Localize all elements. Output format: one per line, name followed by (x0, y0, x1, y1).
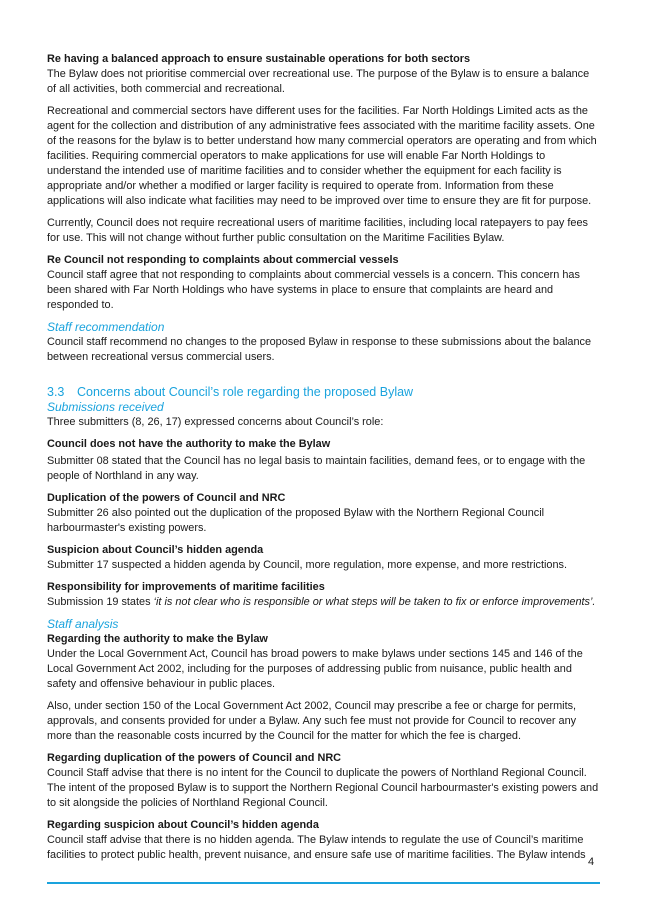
staff-recommendation-heading: Staff recommendation (47, 320, 165, 334)
paragraph: Submitter 08 stated that the Council has no legal basis to maintain facilities, demand fees, or to engage with the people of Northland in any way. (47, 455, 586, 482)
heading-complaints: Re Council not responding to complaints about commercial vessels (47, 254, 399, 266)
paragraph: The Bylaw does not prioritise commercial over recreational use. The purpose of the Bylaw is to ensure a balance of all activities, both commercial and recreational. (47, 68, 590, 95)
paragraph: Under the Local Government Act, Council has broad powers to make bylaws under sections 145 and 146 of the Local Government Act 2002, including for the purposes of addressing public from nuisance, public health and safety and offensive behaviour in public places. (47, 648, 583, 690)
page-number: 4 (588, 856, 595, 868)
paragraph: Currently, Council does not require recreational users of maritime facilities, including local ratepayers to pay fees for use. This will not change without further public consultation on the Maritime Facilities Bylaw. (47, 217, 588, 244)
paragraph: Submitter 26 also pointed out the duplication of the proposed Bylaw with the Northern Regional Council harbourmaster's existing powers. (47, 507, 545, 534)
section-number: 3.3 (47, 385, 65, 399)
submission-quote: ‘it is not clear who is responsible or what steps will be taken to fix or enforce improvements’. (153, 596, 596, 608)
heading-hidden-agenda: Suspicion about Council’s hidden agenda (47, 544, 264, 556)
paragraph: Council staff recommend no changes to the proposed Bylaw in response to these submissions about the balance between recreational versus commercial users. (47, 336, 592, 363)
heading-balanced-approach: Re having a balanced approach to ensure sustainable operations for both sectors (47, 53, 471, 65)
submission-text: Submission 19 states (47, 596, 154, 608)
staff-analysis-heading: Staff analysis (47, 617, 119, 631)
heading-regarding-authority: Regarding the authority to make the Bylaw (47, 633, 268, 645)
footer-rule (47, 882, 600, 884)
section-heading (47, 385, 600, 400)
paragraph: Council staff advise that there is no hidden agenda. The Bylaw intends to regulate the use of Council’s maritime facilities to protect public health, prevent nuisance, and ensure safe use of maritime facilities. The Bylaw intends (47, 834, 586, 861)
heading-authority: Council does not have the authority to make the Bylaw (47, 438, 331, 450)
heading-responsibility: Responsibility for improvements of maritime facilities (47, 581, 325, 593)
section-title: Concerns about Council’s role regarding the proposed Bylaw (77, 385, 414, 399)
submissions-received-heading: Submissions received (47, 400, 164, 414)
paragraph: Three submitters (8, 26, 17) expressed concerns about Council’s role: (47, 416, 384, 428)
paragraph (47, 595, 600, 610)
paragraph: Council staff agree that not responding to complaints about commercial vessels is a concern. This concern has been shared with Far North Holdings who have systems in place to ensure that complaints are heard and responded to. (47, 269, 580, 311)
paragraph: Council Staff advise that there is no intent for the Council to duplicate the powers of Northland Regional Council. The intent of the proposed Bylaw is to support the Northern Regional Council harbourmaster's existing powers and to sit alongside the policies of Northland Regional Council. (47, 767, 599, 809)
paragraph: Recreational and commercial sectors have different uses for the facilities. Far North Holdings Limited acts as the agent for the collection and distribution of any administrative fees associated with the maritime facility assets. One of the reasons for the bylaw is to better understand how many commercial operators are operating and from which facilities. Requiring commercial operators to make applications for use will enable Far North Holdings to understand the intended use of maritime facilities and to consider whether the equipment for each facility is appropriate and/or whether a modified or larger facility is required to operate from. Information from these applications will also indicate what facilities may need to be improved over time to ensure they are fit for purpose. (47, 105, 597, 207)
document-body (47, 52, 600, 870)
paragraph: Submitter 17 suspected a hidden agenda by Council, more regulation, more expense, and more restrictions. (47, 559, 568, 571)
paragraph: Also, under section 150 of the Local Government Act 2002, Council may prescribe a fee or charge for permits, approvals, and consents provided for under a Bylaw. Any such fee must not provide for Council to recover any more than the reasonable costs incurred by the Council for the matter for which the fee is charged. (47, 700, 577, 742)
heading-duplication: Duplication of the powers of Council and NRC (47, 492, 286, 504)
heading-regarding-suspicion: Regarding suspicion about Council’s hidden agenda (47, 819, 319, 831)
heading-regarding-duplication: Regarding duplication of the powers of Council and NRC (47, 752, 342, 764)
